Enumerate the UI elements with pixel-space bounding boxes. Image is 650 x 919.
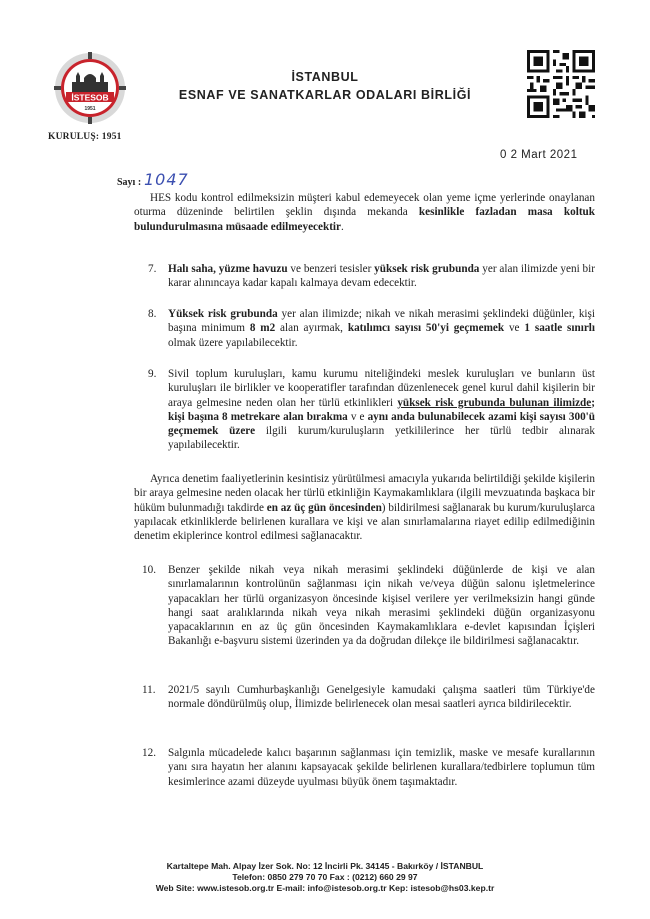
sayi-label: Sayı : bbox=[117, 177, 142, 188]
item-12-text: Salgınla mücadelede kalıcı başarının sağlanması için temizlik, maske ve mesafe kurallarının yanı sıra hayatın her alanını kapsayacak şekilde belirlenen kurallara/tedbirlere toplumun tüm kesimlerince azami düzeyde uyulması büyük önem taşımaktadır. bbox=[168, 747, 595, 788]
item-7-text bbox=[168, 262, 595, 291]
item-7-t2: yer alan ilimizde yeni bir karar alınıncaya kadar kapalı kalmaya devam edecektir. bbox=[168, 263, 595, 290]
item-8-bold-4: 1 saatle sınırlı bbox=[524, 322, 596, 335]
qr-code bbox=[527, 49, 595, 119]
org-city: İSTANBUL bbox=[291, 70, 359, 84]
item-8-t4: olmak üzere yapılabilecektir. bbox=[168, 336, 298, 349]
item-9-number: 9. bbox=[148, 368, 157, 380]
intro-bold: kesinlikle fazladan masa koltuk bulundurulmasına müsaade edilmeyecektir bbox=[134, 206, 595, 233]
footer-address: Kartaltepe Mah. Alpay İzer Sok. No: 12 İncirli Pk. 34145 - Bakırköy / İSTANBUL bbox=[166, 861, 484, 871]
intro-paragraph bbox=[134, 191, 595, 234]
mid-t2: ) bildirilmesi sağlanarak bu kurum/kuruluşlarca yapılacak etkinliklerde belirlenen kurallara ve kişi ve alan sınırlamalarına riayet edilip edilmediğinin denetim ekiplerince kontrol edilmesi sağlanacaktır. bbox=[134, 501, 595, 543]
svg-text:İSTESOB: İSTESOB bbox=[71, 92, 109, 103]
item-8-bold-3: katılımcı sayısı 50'yi geçmemek bbox=[347, 322, 505, 335]
footer-contact: Web Site: www.istesob.org.tr E-mail: info@istesob.org.tr Kep: istesob@hs03.kep.tr bbox=[155, 883, 495, 893]
item-9-t2: v e bbox=[347, 410, 368, 423]
item-8-bold-2: 8 m2 bbox=[249, 322, 276, 335]
intro-text: HES kodu kontrol edilmeksizin müşteri kabul edemeyecek olan yeme içme yerlerinde onaylanan oturma düzeninde belirtilen şeklin dışında mekanda bbox=[134, 192, 595, 219]
item-7-t1: ve benzeri tesisler bbox=[287, 263, 375, 275]
founded-year: KURULUŞ: 1951 bbox=[48, 132, 122, 142]
item-12-number: 12. bbox=[142, 747, 156, 759]
org-name: ESNAF VE SANATKARLAR ODALARI BİRLİĞİ bbox=[178, 88, 472, 102]
item-10-number: 10. bbox=[142, 564, 156, 576]
item-8-t1: yer alan ilimizde; nikah ve nikah merasimi şeklindeki düğünler, kişi başına minimum bbox=[168, 308, 595, 335]
mid-bold: en az üç gün öncesinden bbox=[266, 501, 382, 514]
item-8-number: 8. bbox=[148, 308, 157, 320]
mid-paragraph bbox=[134, 472, 595, 543]
item-8-t3: ve bbox=[504, 322, 525, 335]
item-7-bold-1: Halı saha, yüzme havuzu bbox=[168, 263, 288, 275]
item-8-bold-1: Yüksek risk grubunda bbox=[168, 308, 278, 320]
item-10-text: Benzer şekilde nikah veya nikah merasimi şeklindeki düğünlerde de kişi ve alan sınırlamalarının kontrolünün sağlanması için nikah ve/veya düğün salonu işletmelerince yapacakları her türlü organizasyon öncesinde kişisel verilere yer verilmeksizin hangi günde hangi saat aralıklarında nikah veya nikah merasimi şeklindeki düğün organizasyonu yapacaklarının en az üç gün öncesinden Kaymakamlıklara e-devlet kapısından İçişleri Bakanlığı e-başvuru sistemi üzerinden ya da doğrudan dilekçe ile bildirilmesi sağlanacaktır. bbox=[168, 564, 595, 648]
item-8-text bbox=[168, 307, 595, 350]
item-9-text bbox=[168, 367, 595, 453]
item-9-t1: Sivil toplum kuruluşları, kamu kurumu niteliğindeki meslek kuruluşları ve bunların üst kuruluşları ile birlikler ve kooperatifler tarafından düzenlenecek genel kurul dahil kişilerin bir araya gelmesine neden olan her türlü etkinlikleri bbox=[168, 368, 595, 409]
intro-end: . bbox=[341, 220, 344, 233]
item-7-number: 7. bbox=[148, 263, 157, 275]
item-9-bold-1: ; kişi başına 8 metrekare alan bırakma bbox=[168, 396, 595, 423]
mid-t1: Ayrıca denetim faaliyetlerinin kesintisiz yürütülmesi amacıyla yukarıda belirtildiği şekilde kişilerin bir araya gelmesine neden olacak her türlü etkinliğin Kaymakamlıklara (ilgili mevzuatında başkaca bir hüküm bulunmadığı takdirde bbox=[134, 473, 595, 514]
item-11-number: 11. bbox=[142, 684, 156, 696]
item-9-bold-2: aynı anda bulunabilecek azami kişi sayısı 300'ü geçmemek üzere bbox=[168, 410, 595, 438]
item-11-text: 2021/5 sayılı Cumhurbaşkanlığı Genelgesiyle kamudaki çalışma saatleri tüm Türkiye'de normale döndürülmüş olup, İlimizde belirlenecek olan mesai saatleri ayrıca bildirilecektir. bbox=[168, 684, 595, 711]
item-7-bold-2: yüksek risk grubunda bbox=[374, 263, 480, 275]
footer-phone: Telefon: 0850 279 70 70 Fax : (0212) 660 29 97 bbox=[232, 872, 418, 882]
document-date: 0 2 Mart 2021 bbox=[500, 149, 578, 161]
sayi-number: 1047 bbox=[144, 170, 189, 189]
item-9-underlined: yüksek risk grubunda bulunan ilimizde bbox=[397, 396, 592, 409]
item-9-t3: ilgili kurum/kuruluşların yetkililerince her türlü tedbir alınarak yapılabilecektir. bbox=[168, 425, 595, 452]
svg-text:1951: 1951 bbox=[84, 106, 96, 112]
item-8-t2: alan ayırmak, bbox=[275, 322, 348, 335]
